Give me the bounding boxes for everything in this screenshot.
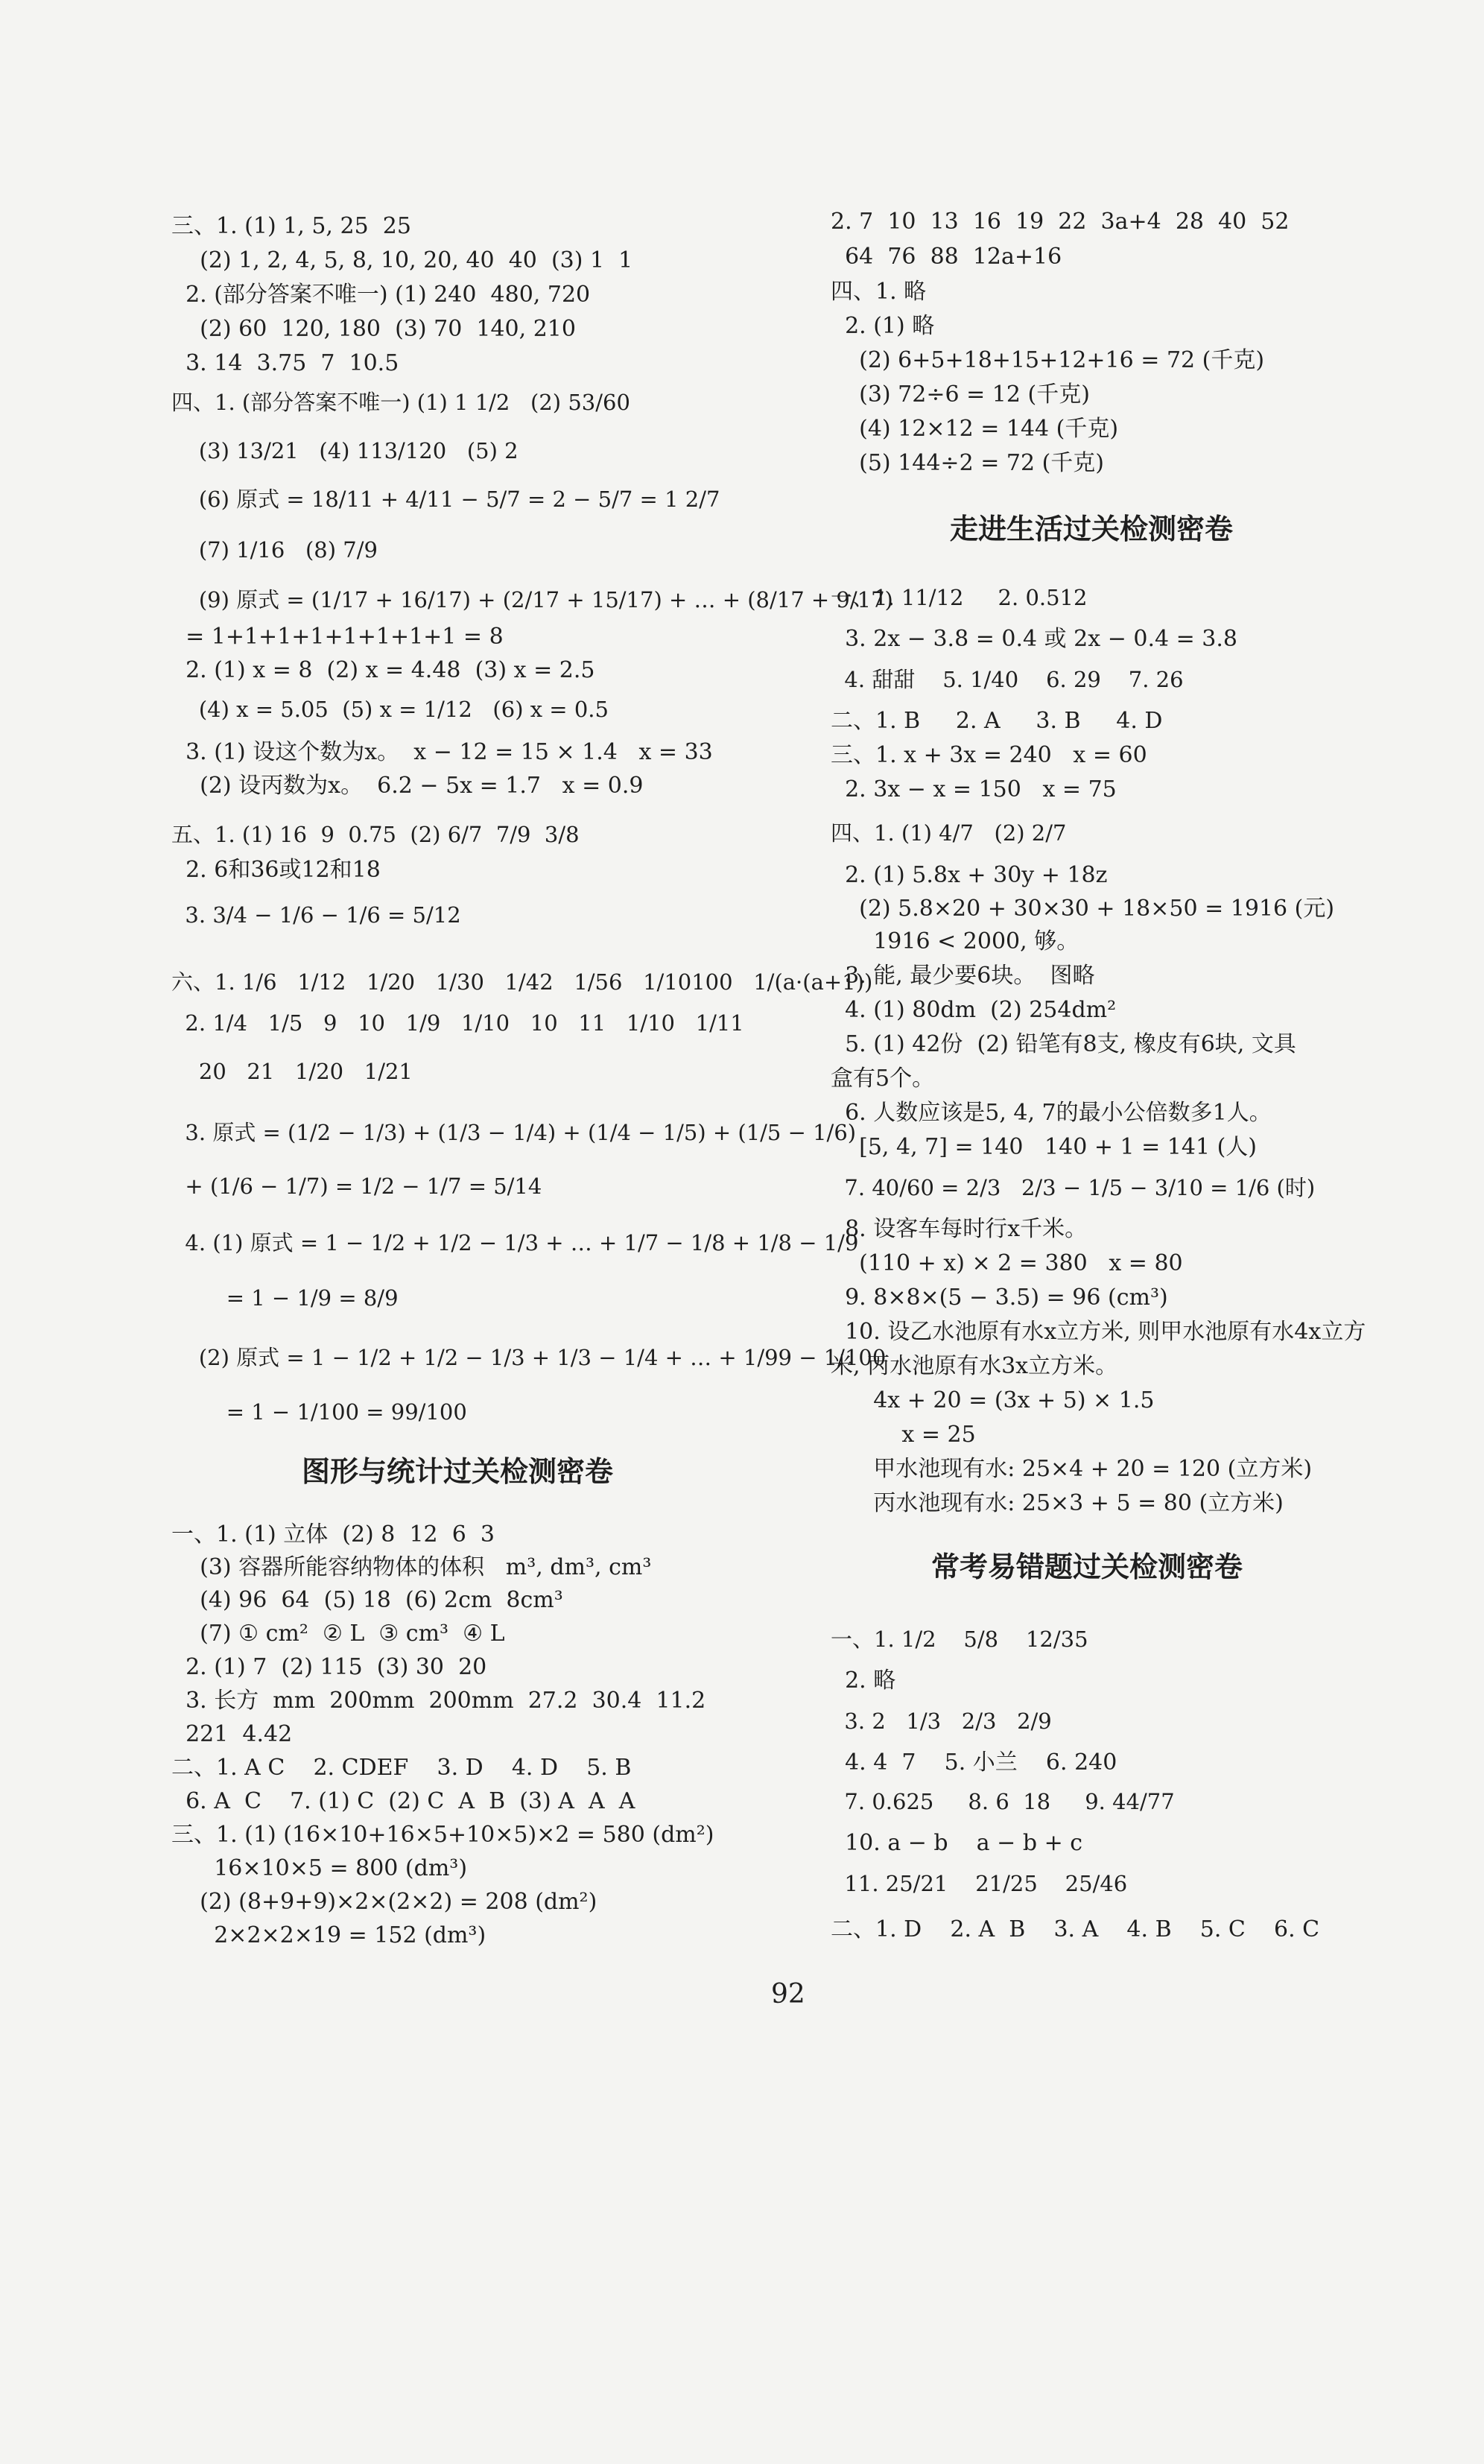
answer-line: 2. (1) 略 (831, 313, 935, 339)
answer-line: 一、1. (1) 立体 (2) 8 12 6 3 (171, 1521, 495, 1548)
answer-line: 7. 40/60 = 2/3 2/3 − 1/5 − 3/10 = 1/6 (时) (831, 1175, 1316, 1200)
answer-line: 2. 1/4 1/5 9 10 1/9 1/10 10 11 1/10 1/11 (171, 1010, 744, 1036)
answer-line: 4x + 20 = (3x + 5) × 1.5 (831, 1387, 1155, 1413)
answer-line: 盒有5个。 (831, 1065, 935, 1092)
section-heading: 走进生活过关检测密卷 (950, 513, 1234, 545)
answer-line: (7) ① cm² ② L ③ cm³ ④ L (171, 1621, 505, 1647)
answer-line: 7. 0.625 8. 6 18 9. 44/77 (831, 1789, 1175, 1814)
answer-line: 三、1. (1) 1, 5, 25 25 (171, 213, 411, 239)
answer-line: 10. a − b a − b + c (831, 1830, 1083, 1856)
answer-line: x = 25 (831, 1422, 976, 1448)
answer-line: (9) 原式 = (1/17 + 16/17) + (2/17 + 15/17) + … + (8/17 + 9/17) (171, 587, 893, 612)
answer-line: 221 4.42 (171, 1721, 293, 1747)
answer-line: 2. 6和36或12和18 (171, 857, 381, 883)
answer-line: (2) 6+5+18+15+12+16 = 72 (千克) (831, 347, 1265, 373)
answer-line: 四、1. (部分答案不唯一) (1) 1 1/2 (2) 53/60 (171, 390, 630, 415)
answer-line: 4. (1) 80dm (2) 254dm² (831, 997, 1117, 1023)
answer-line: 3. 3/4 − 1/6 − 1/6 = 5/12 (171, 902, 461, 928)
answer-line: 2. 3x − x = 150 x = 75 (831, 776, 1117, 802)
answer-line: (2) (8+9+9)×2×(2×2) = 208 (dm²) (171, 1889, 597, 1915)
answer-line: 9. 8×8×(5 − 3.5) = 96 (cm³) (831, 1285, 1168, 1311)
answer-line: 一、1. 1/2 5/8 12/35 (831, 1627, 1088, 1652)
answer-line: 8. 设客车每时行x千米。 (831, 1216, 1088, 1242)
answer-line: 16×10×5 = 800 (dm³) (171, 1855, 468, 1881)
answer-line: 1916 < 2000, 够。 (831, 928, 1079, 954)
answer-line: 6. 人数应该是5, 4, 7的最小公倍数多1人。 (831, 1100, 1272, 1126)
answer-column-right (831, 0, 1484, 2464)
answer-line: 米, 丙水池原有水3x立方米。 (831, 1353, 1118, 1379)
answer-line: 2. (1) x = 8 (2) x = 4.48 (3) x = 2.5 (171, 657, 595, 683)
answer-line: (3) 13/21 (4) 113/120 (5) 2 (171, 438, 519, 463)
answer-line: 丙水池现有水: 25×3 + 5 = 80 (立方米) (831, 1490, 1284, 1516)
answer-line: 3. (1) 设这个数为x。 x − 12 = 15 × 1.4 x = 33 (171, 739, 713, 765)
answer-line: (7) 1/16 (8) 7/9 (171, 537, 378, 563)
page-number: 92 (771, 1979, 805, 2009)
answer-line: (2) 1, 2, 4, 5, 8, 10, 20, 40 40 (3) 1 1 (171, 247, 633, 273)
answer-line: (110 + x) × 2 = 380 x = 80 (831, 1250, 1183, 1276)
answer-line: 4. 甜甜 5. 1/40 6. 29 7. 26 (831, 667, 1184, 692)
answer-line: 10. 设乙水池原有水x立方米, 则甲水池原有水4x立方 (831, 1319, 1366, 1345)
answer-line: (3) 容器所能容纳物体的体积 m³, dm³, cm³ (171, 1554, 652, 1580)
answer-line: (2) 5.8×20 + 30×30 + 18×50 = 1916 (元) (831, 896, 1335, 922)
answer-line: 二、1. A C 2. CDEF 3. D 4. D 5. B (171, 1755, 632, 1781)
answer-line: 三、1. x + 3x = 240 x = 60 (831, 742, 1147, 768)
answer-line: 二、1. D 2. A B 3. A 4. B 5. C 6. C (831, 1916, 1320, 1942)
answer-line: 3. 2x − 3.8 = 0.4 或 2x − 0.4 = 3.8 (831, 626, 1237, 652)
answer-line: 3. 能, 最少要6块。 图略 (831, 963, 1095, 989)
answer-line: + (1/6 − 1/7) = 1/2 − 1/7 = 5/14 (171, 1174, 542, 1199)
answer-line: (4) 12×12 = 144 (千克) (831, 416, 1119, 442)
answer-line: 四、1. (1) 4/7 (2) 2/7 (831, 820, 1067, 846)
answer-line: [5, 4, 7] = 140 140 + 1 = 141 (人) (831, 1134, 1258, 1160)
answer-line: 3. 2 1/3 2/3 2/9 (831, 1708, 1052, 1734)
answer-line: 四、1. 略 (831, 279, 927, 305)
answer-line: 2. (1) 7 (2) 115 (3) 30 20 (171, 1654, 487, 1680)
answer-line: 二、1. B 2. A 3. B 4. D (831, 708, 1163, 734)
section-heading: 常考易错题过关检测密卷 (931, 1551, 1243, 1583)
answer-line: = 1+1+1+1+1+1+1+1 = 8 (171, 624, 504, 650)
answer-line: (6) 原式 = 18/11 + 4/11 − 5/7 = 2 − 5/7 = 1 2/7 (171, 487, 720, 512)
answer-line: = 1 − 1/100 = 99/100 (171, 1399, 467, 1425)
answer-line: 2. (部分答案不唯一) (1) 240 480, 720 (171, 282, 591, 308)
answer-line: 20 21 1/20 1/21 (171, 1059, 413, 1084)
answer-line: 五、1. (1) 16 9 0.75 (2) 6/7 7/9 3/8 (171, 822, 580, 847)
answer-line: 一、1. 11/12 2. 0.512 (831, 585, 1088, 610)
answer-line: (3) 72÷6 = 12 (千克) (831, 381, 1090, 408)
answer-line: 3. 14 3.75 7 10.5 (171, 350, 399, 376)
answer-line: (4) x = 5.05 (5) x = 1/12 (6) x = 0.5 (171, 697, 609, 722)
answer-line: (4) 96 64 (5) 18 (6) 2cm 8cm³ (171, 1587, 563, 1613)
answer-line: 六、1. 1/6 1/12 1/20 1/30 1/42 1/56 1/10100 1/(a·(a+1)) (171, 969, 873, 995)
answer-line: 2. (1) 5.8x + 30y + 18z (831, 862, 1108, 888)
answer-line: (2) 原式 = 1 − 1/2 + 1/2 − 1/3 + 1/3 − 1/4 + … + 1/99 − 1/100 (171, 1345, 887, 1370)
answer-line: 甲水池现有水: 25×4 + 20 = 120 (立方米) (831, 1456, 1313, 1482)
answer-line: 11. 25/21 21/25 25/46 (831, 1871, 1128, 1896)
answer-line: 3. 长方 mm 200mm 200mm 27.2 30.4 11.2 (171, 1688, 706, 1714)
answer-line: 2. 7 10 13 16 19 22 3a+4 28 40 52 (831, 209, 1290, 235)
answer-line: 2×2×2×19 = 152 (dm³) (171, 1922, 486, 1948)
section-heading: 图形与统计过关检测密卷 (302, 1455, 614, 1488)
answer-line: 64 76 88 12a+16 (831, 244, 1062, 270)
answer-line: 3. 原式 = (1/2 − 1/3) + (1/3 − 1/4) + (1/4 − 1/5) + (1/5 − 1/6) (171, 1120, 857, 1145)
answer-line: (2) 60 120, 180 (3) 70 140, 210 (171, 316, 576, 342)
answer-line: 4. 4 7 5. 小兰 6. 240 (831, 1749, 1117, 1776)
answer-line: 4. (1) 原式 = 1 − 1/2 + 1/2 − 1/3 + … + 1/7 − 1/8 + 1/8 − 1/9 (171, 1230, 859, 1255)
answer-line: (2) 设丙数为x。 6.2 − 5x = 1.7 x = 0.9 (171, 773, 644, 799)
answer-line: 2. 略 (831, 1668, 896, 1694)
answer-line: 三、1. (1) (16×10+16×5+10×5)×2 = 580 (dm²) (171, 1822, 714, 1848)
answer-line: 5. (1) 42份 (2) 铅笔有8支, 橡皮有6块, 文具 (831, 1031, 1296, 1057)
answer-line: (5) 144÷2 = 72 (千克) (831, 450, 1104, 476)
answer-line: = 1 − 1/9 = 8/9 (171, 1285, 399, 1311)
answer-line: 6. A C 7. (1) C (2) C A B (3) A A A (171, 1788, 635, 1814)
